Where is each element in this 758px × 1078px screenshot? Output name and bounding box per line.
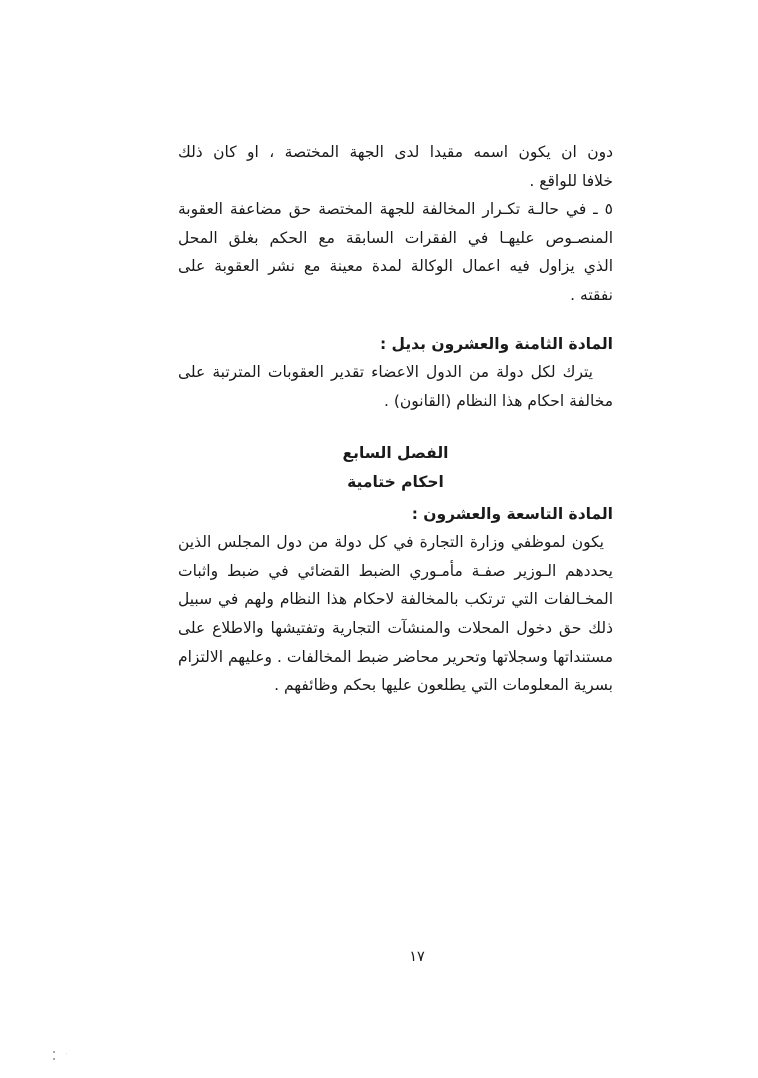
body-line: يحددهم الـوزير صفـة مأمـوري الضبط القضائي في ضبط واثبات <box>178 561 613 580</box>
numbered-item-line: ٥ ـ في حالـة تكـرار المخالفة للجهة المختصة حق مضاعفة العقوبة <box>178 200 613 219</box>
body-line: مستنداتها وسجلاتها وتحرير محاضر ضبط المخالفات . وعليهم الالتزام <box>178 647 613 666</box>
numbered-item-line: الذي يزاول فيه اعمال الوكالة لمدة معينة مع نشر العقوبة على <box>178 257 613 276</box>
body-line: ذلك حق دخول المحلات والمنشآت التجارية وتفتيشها والاطلاع على <box>178 618 613 637</box>
article-29-heading: المادة التاسعة والعشرون : <box>411 504 613 523</box>
article-28-heading: المادة الثامنة والعشرون بديل : <box>379 334 613 353</box>
page-number: ١٧ <box>409 949 425 965</box>
body-line: دون ان يكون اسمه مقيدا لدى الجهة المختصة ، او كان ذلك <box>178 143 613 161</box>
scan-speck <box>66 1053 67 1054</box>
page-text-column <box>178 138 613 700</box>
chapter-title: الفصل السابع <box>342 444 449 463</box>
body-line: يترك لكل دولة من الدول الاعضاء تقدير العقوبات المترتبة على <box>178 363 593 382</box>
numbered-item-line: نفقته . <box>570 285 613 304</box>
scan-speck <box>53 1051 55 1053</box>
body-line: المخـالفات التي ترتكب بالمخالفة لاحكام هذا النظام ولهم في سبيل <box>178 590 613 609</box>
body-line: يكون لموظفي وزارة التجارة في كل دولة من دول المجلس الذين <box>178 533 604 552</box>
scan-speck <box>53 1058 55 1060</box>
body-line: مخالفة احكام هذا النظام (القانون) . <box>384 391 613 410</box>
numbered-item-line: المنصـوص عليهـا في الفقرات السابقة مع الحكم بغلق المحل <box>178 228 613 247</box>
body-line: بسرية المعلومات التي يطلعون عليها بحكم وظائفهم . <box>274 676 613 695</box>
chapter-subtitle: احكام ختامية <box>347 472 444 491</box>
body-line: خلافا للواقع . <box>529 171 613 190</box>
